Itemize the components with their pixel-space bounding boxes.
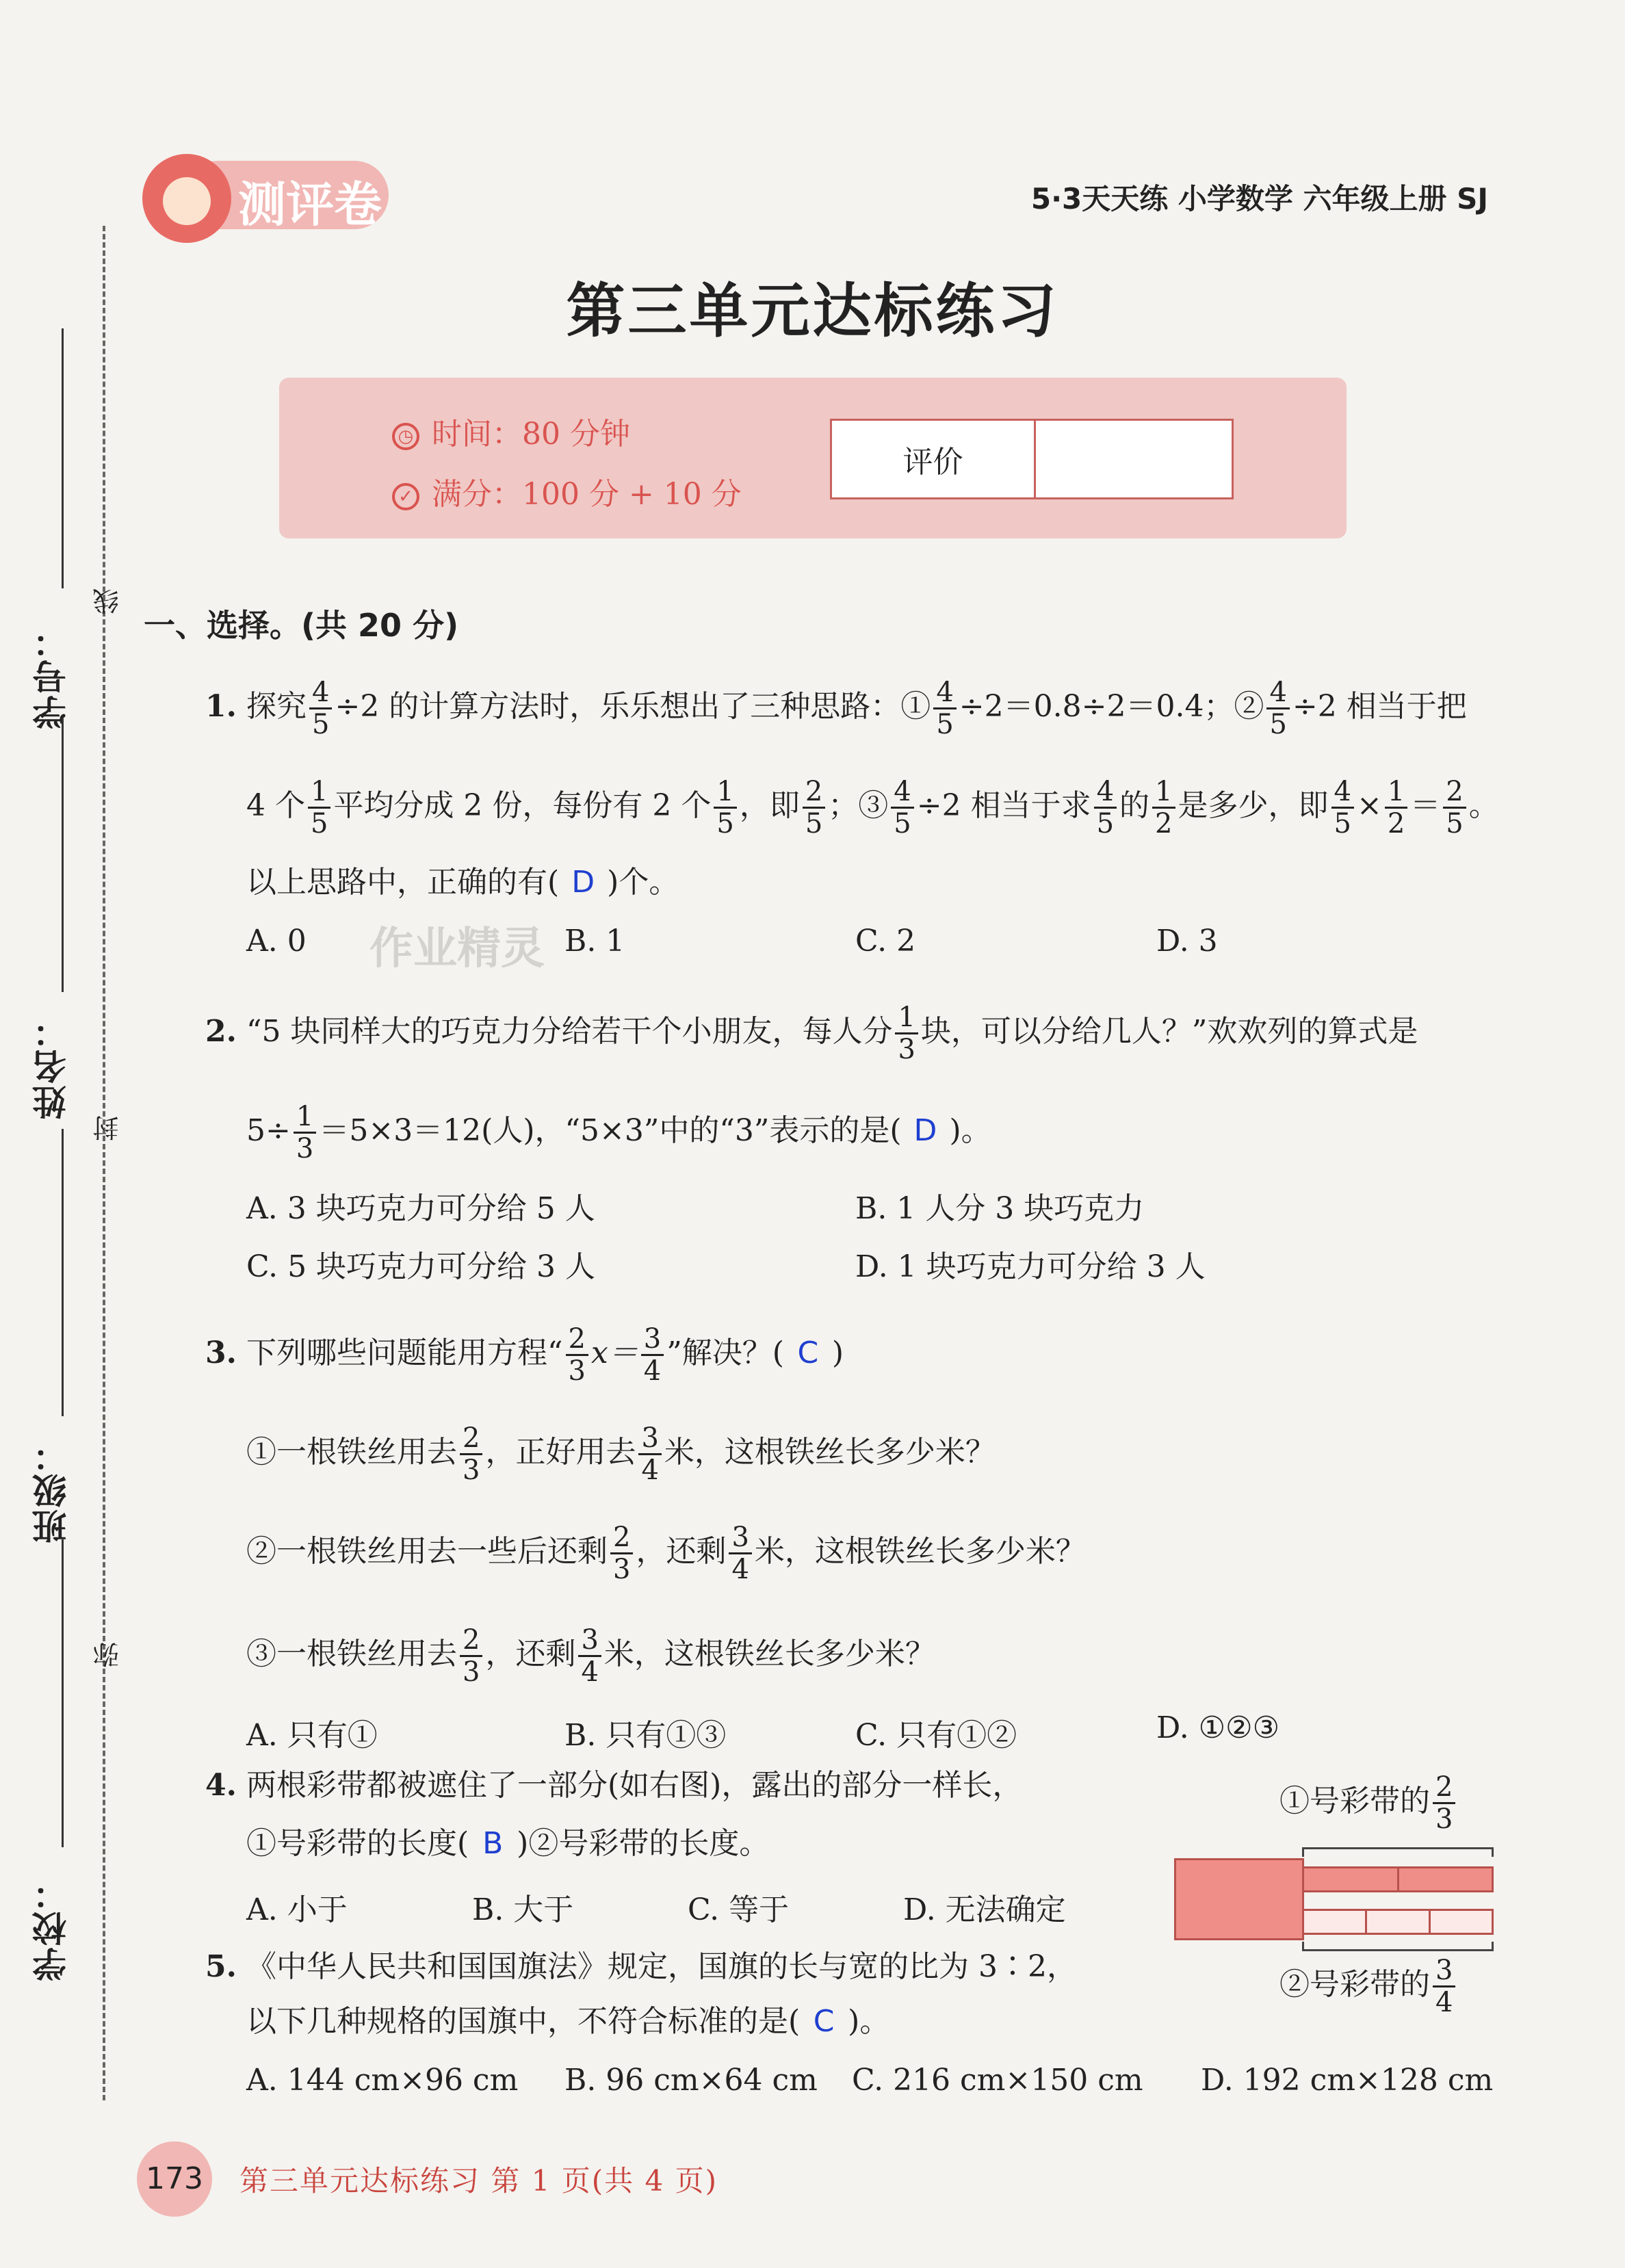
q4-text: 两根彩带都被遮住了一部分(如右图)，露出的部分一样长， (246, 1768, 1023, 1803)
q3-text: x＝ (590, 1335, 638, 1370)
ribbon1-label-text: ①号彩带的 (1279, 1784, 1430, 1819)
q5-text: )。 (848, 2004, 890, 2039)
ribbon1-strip (1302, 1866, 1494, 1892)
q2-line1 (205, 1002, 1418, 1065)
q3-statement-2 (246, 1522, 1086, 1585)
q3-text: 米，这根铁丝长多少米？ (664, 1435, 996, 1470)
q1-text: )个。 (607, 865, 679, 900)
q3-text: 米，这根铁丝长多少米？ (754, 1534, 1086, 1569)
q1-text: ；③ (828, 788, 889, 823)
cut-mark-line: 线 (93, 588, 123, 614)
cut-mark-close: 弥 (93, 1642, 123, 1668)
q5-line1 (205, 1946, 1077, 1987)
q1-text: 4 个 (246, 788, 305, 823)
q3-option-b[interactable]: B. 只有①③ (564, 1718, 727, 1753)
clock-icon: ◷ (392, 423, 419, 450)
school-blank (62, 1539, 64, 1847)
q3-line1 (205, 1324, 844, 1386)
fraction: $\frac{2}{5}$ (1443, 777, 1466, 839)
q5-text: 以下几种规格的国旗中，不符合标准的是( (246, 2004, 801, 2039)
q1-option-b[interactable]: B. 1 (564, 924, 625, 959)
q1-text: ，即 (739, 788, 800, 823)
fraction: $\frac{2}{3}$ (1433, 1772, 1455, 1834)
student-id-label: 学号： (32, 623, 72, 729)
q1-text: 以上思路中，正确的有( (246, 865, 560, 900)
q4-option-d[interactable]: D. 无法确定 (903, 1892, 1066, 1927)
score-info (392, 469, 742, 513)
ribbon1-brace (1302, 1847, 1494, 1857)
fraction: $\frac{4}{5}$ (1331, 777, 1354, 839)
watermark: 作业精灵 (369, 924, 545, 974)
evaluation-label: 评价 (832, 421, 1036, 497)
ribbon2-brace (1302, 1942, 1494, 1951)
ribbon2-strip (1302, 1909, 1494, 1935)
cover-rectangle (1174, 1858, 1304, 1940)
q1-number: 1. (205, 689, 237, 724)
q5-option-b[interactable]: B. 96 cm×64 cm (564, 2063, 818, 2098)
student-id-blank (62, 328, 64, 588)
q5-line2 (246, 2001, 889, 2042)
q2-line2 (246, 1102, 991, 1164)
fraction: $\frac{1}{2}$ (1152, 777, 1175, 839)
q2-text: )。 (949, 1113, 991, 1148)
ribbon2-label (1279, 1955, 1458, 2018)
fraction: $\frac{1}{5}$ (714, 777, 736, 839)
q4-text: ①号彩带的长度( (246, 1826, 469, 1861)
q2-option-d[interactable]: D. 1 块巧克力可分给 3 人 (855, 1249, 1206, 1284)
fraction: $\frac{2}{5}$ (803, 777, 825, 839)
q1-text: ＝ (1410, 788, 1441, 823)
q3-text: ③一根铁丝用去 (246, 1637, 457, 1671)
binding-dashed-line (103, 226, 105, 2100)
q2-text: “5 块同样大的巧克力分给若干个小朋友，每人分 (246, 1014, 893, 1049)
q1-text: ÷2 的计算方法时，乐乐想出了三种思路：① (335, 689, 931, 724)
q1-option-c[interactable]: C. 2 (855, 924, 916, 959)
fraction: $\frac{3}{4}$ (1433, 1955, 1455, 2018)
school-label: 学校： (32, 1875, 72, 1981)
check-icon: ✓ (392, 483, 419, 510)
fraction: $\frac{4}{5}$ (933, 677, 956, 740)
q2-text: 5÷ (246, 1113, 291, 1148)
fraction: $\frac{2}{3}$ (610, 1522, 633, 1585)
time-text: 时间：80 分钟 (432, 417, 630, 452)
page-number: 173 (137, 2141, 212, 2217)
q3-text: ，正好用去 (485, 1435, 636, 1470)
fraction: $\frac{4}{5}$ (891, 777, 913, 839)
footer-text: 第三单元达标练习 第 1 页(共 4 页) (239, 2164, 718, 2198)
q2-option-b[interactable]: B. 1 人分 3 块巧克力 (855, 1191, 1145, 1226)
q5-option-d[interactable]: D. 192 cm×128 cm (1201, 2063, 1494, 2098)
fraction: $\frac{3}{4}$ (729, 1522, 751, 1585)
q5-number: 5. (205, 1949, 237, 1984)
class-label: 班级： (32, 1437, 72, 1543)
section-heading: 一、选择。(共 20 分) (144, 607, 459, 644)
q2-option-a[interactable]: A. 3 块巧克力可分给 5 人 (246, 1191, 595, 1226)
q3-option-a[interactable]: A. 只有① (246, 1718, 378, 1753)
cut-mark-seal: 封 (93, 1115, 123, 1141)
q1-text: 是多少，即 (1178, 788, 1329, 823)
fraction: $\frac{2}{3}$ (460, 1625, 482, 1687)
info-box (279, 378, 1347, 538)
q3-text: ①一根铁丝用去 (246, 1435, 457, 1470)
q4-text: )②号彩带的长度。 (517, 1826, 770, 1861)
q1-text: 。 (1468, 788, 1499, 823)
q1-line3 (246, 862, 679, 903)
page-title: 第三单元达标练习 (566, 276, 1059, 346)
q1-text: × (1356, 788, 1382, 823)
q4-line2 (246, 1823, 769, 1864)
fraction: $\frac{1}{5}$ (308, 777, 330, 839)
q3-number: 3. (205, 1335, 237, 1370)
q3-statement-3 (246, 1625, 935, 1687)
fraction: $\frac{2}{3}$ (460, 1423, 482, 1485)
q1-text: ÷2＝0.8÷2＝0.4；② (959, 689, 1264, 724)
fraction: $\frac{3}{4}$ (641, 1324, 664, 1386)
q1-option-a[interactable]: A. 0 (246, 924, 307, 959)
q4-option-c[interactable]: C. 等于 (688, 1892, 790, 1927)
fraction: $\frac{4}{5}$ (309, 677, 332, 740)
fraction: $\frac{4}{5}$ (1094, 777, 1117, 839)
fraction: $\frac{3}{4}$ (638, 1423, 661, 1485)
q4-option-b[interactable]: B. 大于 (472, 1892, 574, 1927)
q3-text: ②一根铁丝用去一些后还剩 (246, 1534, 608, 1569)
time-info (392, 409, 630, 453)
q3-text: ”解决？( (666, 1335, 784, 1370)
evaluation-box (830, 419, 1234, 499)
q4-line1 (205, 1765, 1022, 1806)
q3-text: 下列哪些问题能用方程“ (246, 1335, 563, 1370)
q3-text: ，还剩 (636, 1534, 727, 1569)
series-info: 5·3天天练 小学数学 六年级上册 SJ (1030, 182, 1488, 216)
fraction: $\frac{2}{3}$ (566, 1324, 588, 1386)
q5-option-c[interactable]: C. 216 cm×150 cm (852, 2063, 1143, 2098)
q5-answer[interactable]: C (813, 2004, 835, 2039)
cartoon-face-icon (142, 154, 231, 243)
q4-option-a[interactable]: A. 小于 (246, 1892, 348, 1927)
test-badge (142, 154, 395, 243)
name-label: 姓名： (32, 1013, 72, 1119)
q1-line2 (246, 777, 1499, 839)
q2-answer[interactable]: D (913, 1113, 937, 1148)
q2-text: 块，可以分给几人？”欢欢列的算式是 (920, 1014, 1418, 1049)
q1-line1 (205, 677, 1467, 740)
fraction: $\frac{1}{3}$ (294, 1102, 316, 1164)
score-text: 满分：100 分 + 10 分 (432, 477, 742, 512)
q3-text: 米，这根铁丝长多少米？ (603, 1637, 935, 1671)
ribbon1-label (1279, 1772, 1458, 1834)
name-blank (62, 718, 64, 992)
q1-text: 探究 (246, 689, 307, 724)
class-blank (62, 1129, 64, 1416)
fraction: $\frac{1}{3}$ (895, 1002, 918, 1065)
q3-option-d[interactable]: D. ①②③ (1156, 1710, 1280, 1745)
q5-text: 《中华人民共和国国旗法》规定，国旗的长与宽的比为 3∶2， (246, 1949, 1077, 1984)
q3-answer[interactable]: C (797, 1335, 819, 1370)
q4-answer[interactable]: B (482, 1826, 504, 1861)
fraction: $\frac{1}{2}$ (1385, 777, 1407, 839)
q1-text: ÷2 相当于把 (1292, 689, 1467, 724)
q2-number: 2. (205, 1014, 237, 1049)
q4-number: 4. (205, 1768, 237, 1803)
fraction: $\frac{4}{5}$ (1266, 677, 1289, 740)
evaluation-blank[interactable] (1036, 421, 1232, 497)
q1-text: 平均分成 2 份，每份有 2 个 (333, 788, 712, 823)
q3-statement-1 (246, 1423, 996, 1485)
fraction: $\frac{3}{4}$ (578, 1625, 601, 1687)
q1-text: ÷2 相当于求 (916, 788, 1091, 823)
q1-option-d[interactable]: D. 3 (1156, 924, 1218, 959)
q2-text: ＝5×3＝12(人)，“5×3”中的“3”表示的是( (319, 1113, 902, 1148)
q3-option-c[interactable]: C. 只有①② (855, 1718, 1017, 1753)
q3-text: ，还剩 (485, 1637, 576, 1671)
ribbon2-label-text: ②号彩带的 (1279, 1967, 1430, 2002)
q1-text: 的 (1119, 788, 1150, 823)
q2-option-c[interactable]: C. 5 块巧克力可分给 3 人 (246, 1249, 596, 1284)
badge-text: 测评卷 (238, 177, 382, 233)
q5-option-a[interactable]: A. 144 cm×96 cm (246, 2063, 519, 2098)
q3-text: ) (831, 1335, 844, 1370)
q1-answer[interactable]: D (571, 865, 595, 900)
